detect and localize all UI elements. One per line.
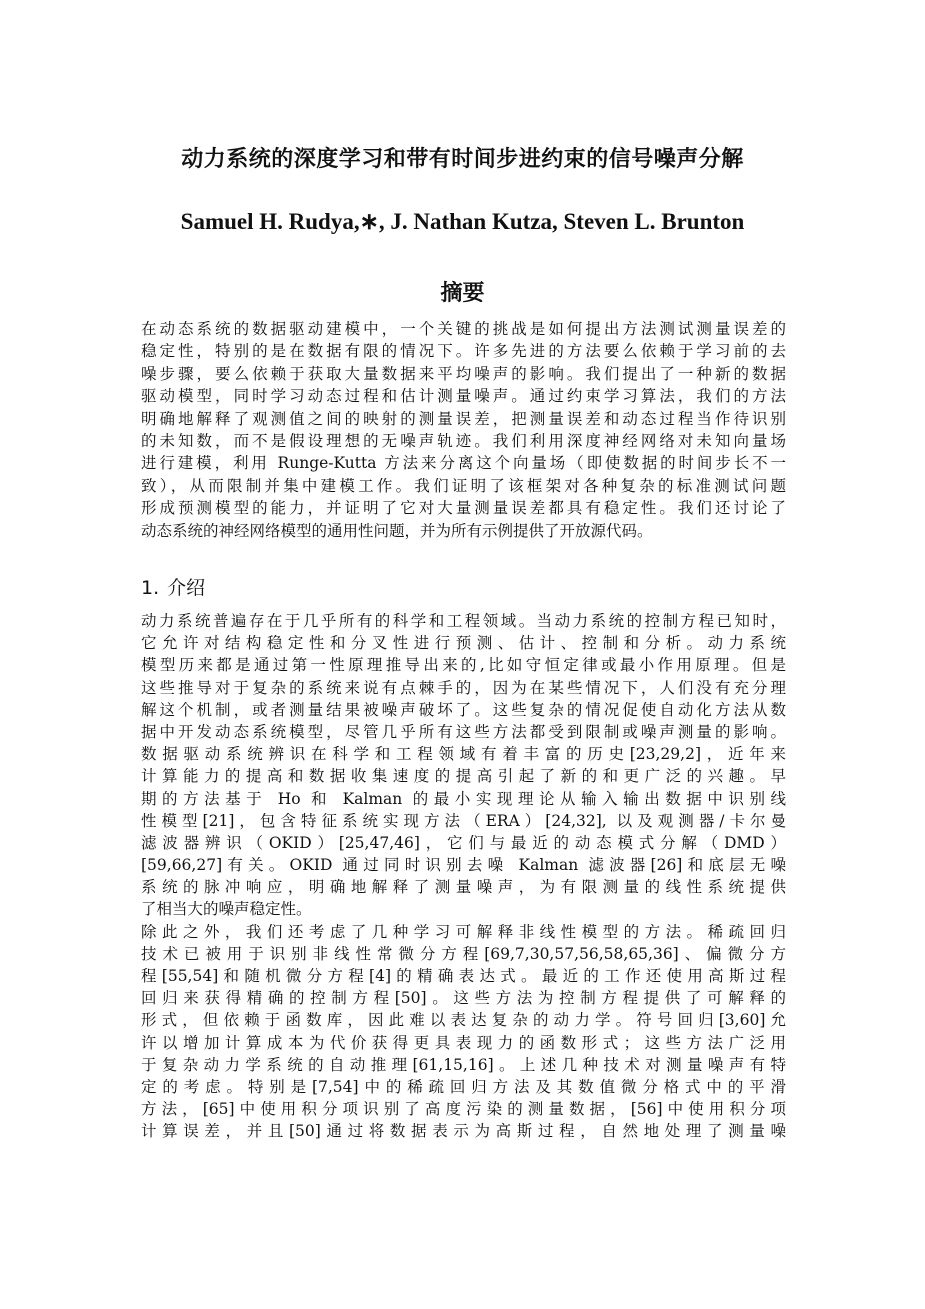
abstract-line: 进行建模，利用 Runge-Kutta 方法来分离这个向量场（即使数据的时间步长不一 <box>141 454 786 473</box>
intro-line: 这些推导对于复杂的系统来说有点棘手的，因为在某些情况下，人们没有充分理 <box>141 678 786 697</box>
intro-line: 数据驱动系统辨识在科学和工程领域有着丰富的历史[23,29,2]，近年来 <box>141 745 786 764</box>
intro-line: 方法，[65]中使用积分项识别了高度污染的测量数据，[56]中使用积分项 <box>141 1100 786 1119</box>
section-title: 介绍 <box>167 577 206 599</box>
intro-line: [59,66,27]有关。OKID 通过同时识别去噪 Kalman 滤波器[26]和底层无噪 <box>141 856 786 875</box>
intro-line: 许以增加计算成本为代价获得更具表现力的函数形式；这些方法广泛用 <box>141 1033 786 1052</box>
abstract-line: 的未知数，而不是假设理想的无噪声轨迹。我们利用深度神经网络对未知向量场 <box>141 431 786 450</box>
intro-line: 动力系统普遍存在于几乎所有的科学和工程领域。当动力系统的控制方程已知时， <box>141 612 786 630</box>
abstract-line: 动态系统的神经网络模型的通用性问题，并为所有示例提供了开放源代码。 <box>141 521 653 540</box>
intro-line: 它允许对结构稳定性和分叉性进行预测、估计、控制和分析。动力系统 <box>141 634 786 653</box>
intro-line: 回归来获得精确的控制方程[50]。这些方法为控制方程提供了可解释的 <box>141 989 786 1008</box>
abstract-line: 稳定性，特别的是在数据有限的情况下。许多先进的方法要么依赖于学习前的去 <box>141 342 786 361</box>
section-heading-introduction <box>141 573 205 600</box>
abstract-heading: 摘要 <box>440 281 485 306</box>
abstract-line: 形成预测模型的能力，并证明了它对大量测量误差都具有稳定性。我们还讨论了 <box>141 499 786 518</box>
intro-line: 除此之外，我们还考虑了几种学习可解释非线性模型的方法。稀疏回归 <box>141 922 786 941</box>
abstract-line: 致），从而限制并集中建模工作。我们证明了该框架对各种复杂的标准测试问题 <box>141 476 786 495</box>
intro-line: 定的考虑。特别是[7,54]中的稀疏回归方法及其数值微分格式中的平滑 <box>141 1077 786 1096</box>
paper-authors: Samuel H. Rudya,∗, J. Nathan Kutza, Steven L. Brunton <box>180 209 745 234</box>
intro-line: 系统的脉冲响应，明确地解释了测量噪声，为有限测量的线性系统提供 <box>141 878 786 897</box>
intro-line: 计算误差，并且[50]通过将数据表示为高斯过程，自然地处理了测量噪 <box>141 1122 786 1141</box>
intro-line: 据中开发动态系统模型，尽管几乎所有这些方法都受到限制或噪声测量的影响。 <box>141 722 786 741</box>
intro-line: 模型历来都是通过第一性原理推导出来的,比如守恒定律或最小作用原理。但是 <box>141 656 786 675</box>
intro-line: 期的方法基于 Ho 和 Kalman 的最小实现理论从输入输出数据中识别线 <box>141 789 786 808</box>
abstract-line: 在动态系统的数据驱动建模中，一个关键的挑战是如何提出方法测试测量误差的 <box>141 320 786 338</box>
intro-line: 滤波器辨识（OKID）[25,47,46]，它们与最近的动态模式分解（DMD） <box>141 833 786 852</box>
section-number: 1. <box>141 577 160 599</box>
intro-line: 于复杂动力学系统的自动推理[61,15,16]。上述几种技术对测量噪声有特 <box>141 1055 786 1074</box>
abstract-line: 明确地解释了观测值之间的映射的测量误差，把测量误差和动态过程当作待识别 <box>141 409 786 428</box>
abstract-line: 噪步骤，要么依赖于获取大量数据来平均噪声的影响。我们提出了一种新的数据 <box>141 364 786 383</box>
abstract-body <box>141 318 786 542</box>
abstract-line: 驱动模型，同时学习动态过程和估计测量噪声。通过约束学习算法，我们的方法 <box>141 387 786 406</box>
intro-line: 技术已被用于识别非线性常微分方程[69,7,30,57,56,58,65,36]、偏微分方 <box>141 944 786 963</box>
intro-line: 性模型[21]，包含特征系统实现方法（ERA）[24,32], 以及观测器/卡尔曼 <box>141 811 786 830</box>
introduction-body <box>141 610 786 1143</box>
intro-line: 了相当大的噪声稳定性。 <box>141 900 312 919</box>
intro-line: 程[55,54]和随机微分方程[4]的精确表达式。最近的工作还使用高斯过程 <box>141 967 786 985</box>
intro-line: 形式，但依赖于函数库，因此难以表达复杂的动力学。符号回归[3,60]允 <box>141 1011 786 1030</box>
intro-line: 计算能力的提高和数据收集速度的提高引起了新的和更广泛的兴趣。早 <box>141 767 786 786</box>
paper-title: 动力系统的深度学习和带有时间步进约束的信号噪声分解 <box>181 147 744 172</box>
intro-line: 解这个机制，或者测量结果被噪声破坏了。这些复杂的情况促使自动化方法从数 <box>141 700 786 719</box>
